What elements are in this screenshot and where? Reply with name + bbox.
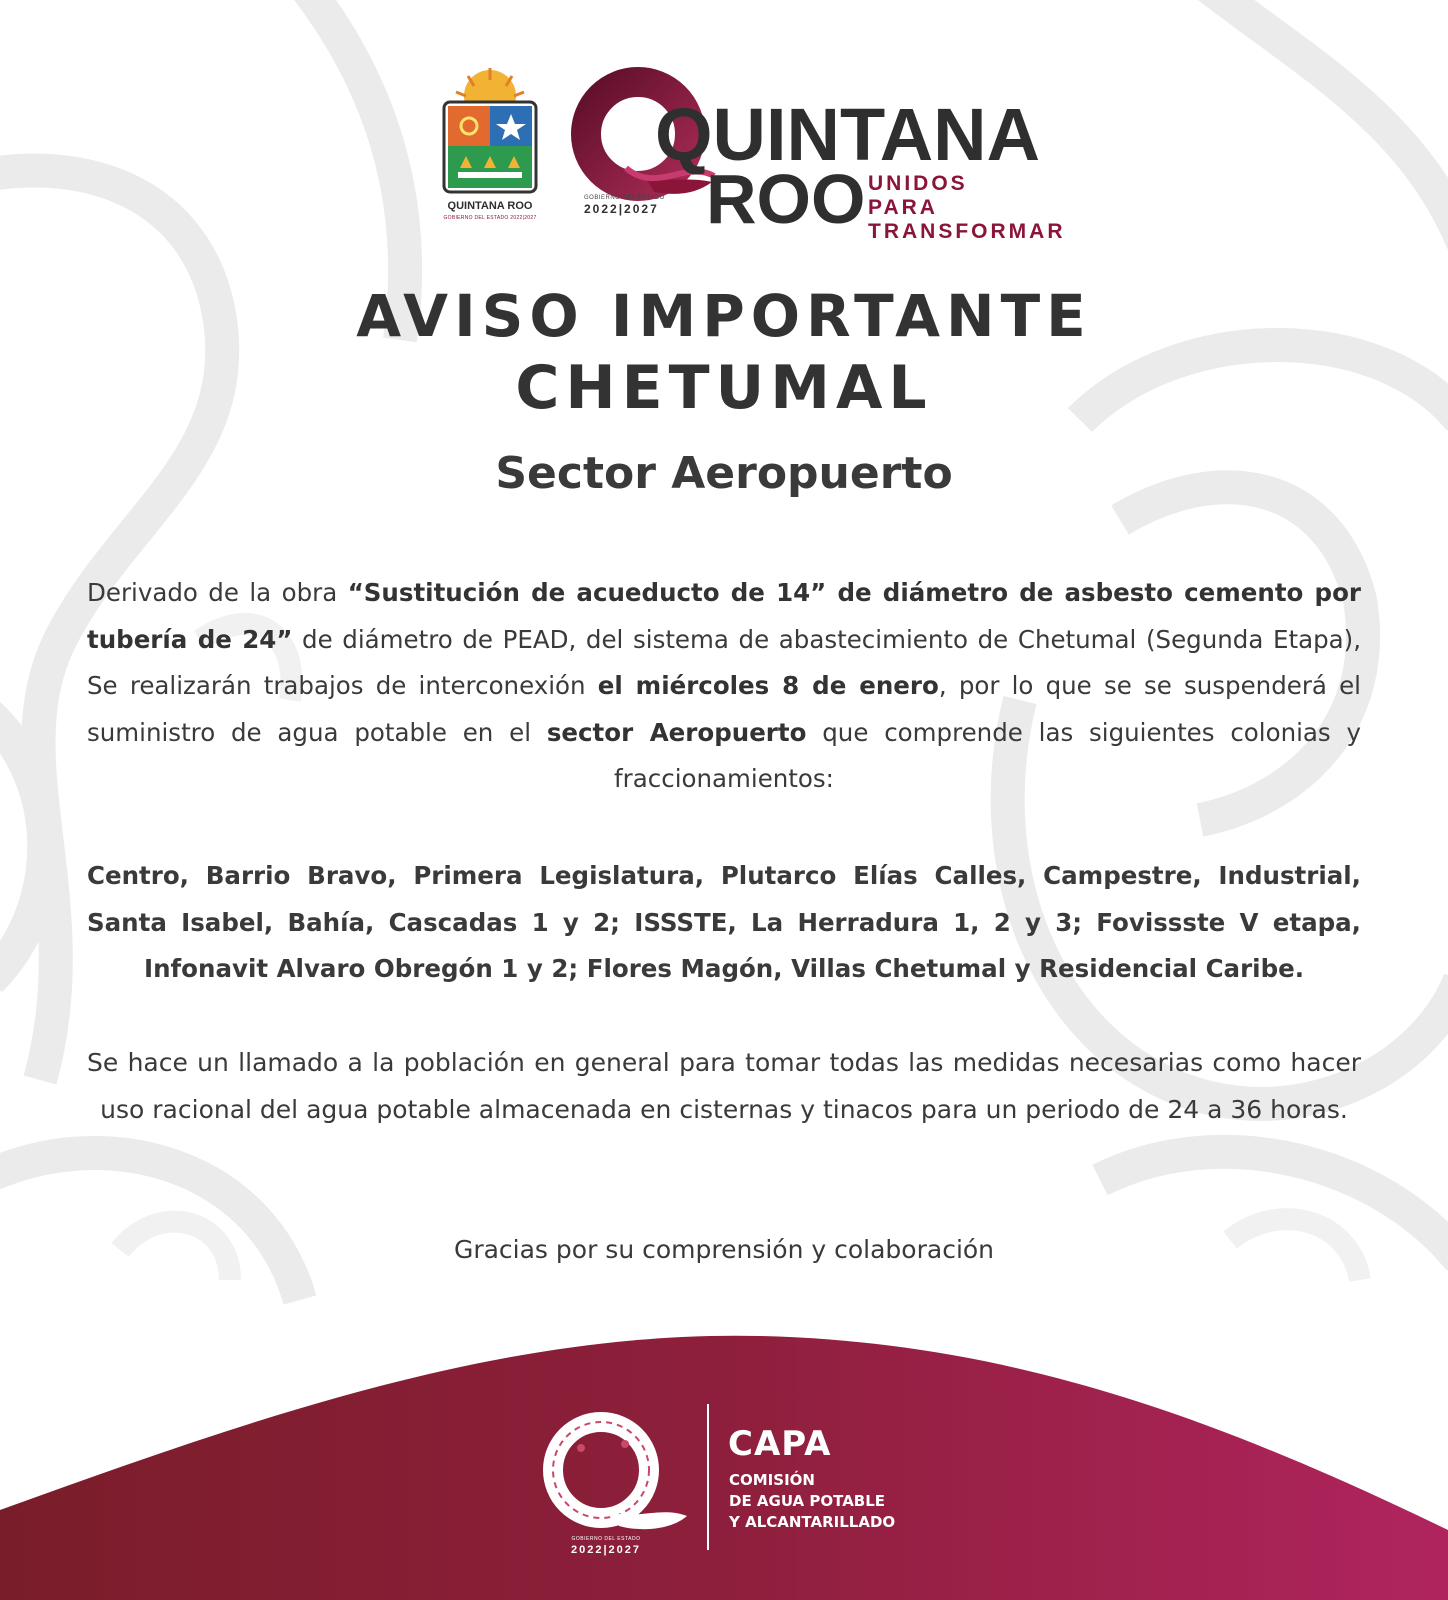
slogan-line-2: TRANSFORMAR bbox=[868, 220, 1066, 243]
intro-text-1: Derivado de la obra bbox=[87, 578, 348, 607]
capa-desc-line-2: DE AGUA POTABLE bbox=[729, 1492, 886, 1510]
intro-text-3: , por lo que se se suspenderá el suministro de agua potable en el bbox=[87, 671, 1361, 747]
footer-divider bbox=[707, 1404, 709, 1550]
notice-subtitle: Sector Aeropuerto bbox=[495, 448, 953, 499]
gracias-text: Gracias por su comprensión y colaboración bbox=[453, 1235, 995, 1264]
notice-title-line-2: CHETUMAL bbox=[515, 353, 933, 423]
footer-gov-label: GOBIERNO DEL ESTADO bbox=[571, 1536, 641, 1542]
footer-wave bbox=[0, 1300, 1448, 1600]
llamado-paragraph: Se hace un llamado a la población en general para tomar todas las medidas necesarias como hacer uso racional del agua potable almacenada en cisternas y tinacos para un periodo de 24 a 36 horas. bbox=[87, 1048, 1361, 1124]
notice-title-line-1: AVISO IMPORTANTE bbox=[356, 282, 1092, 350]
capa-name: CAPA bbox=[728, 1424, 832, 1464]
colonias-list: Centro, Barrio Bravo, Primera Legislatura, Plutarco Elías Calles, Campestre, Industrial, Santa Isabel, Bahía, Cascadas 1 y 2; ISSSTE, La Herradura 1, 2 y 3; Fovissste V etapa, Infonavit Alvaro Obregón 1 y 2; Flores Magón, Villas Chetumal y Residencial Caribe. bbox=[87, 861, 1361, 983]
footer-gov-years: 2022|2027 bbox=[570, 1544, 642, 1556]
intro-bold-date: el miércoles 8 de enero bbox=[597, 671, 939, 700]
capa-q-logo-icon bbox=[541, 1408, 689, 1538]
state-caption: QUINTANA ROO bbox=[447, 200, 533, 212]
brand-roo: ROO bbox=[706, 160, 866, 238]
state-subcaption: GOBIERNO DEL ESTADO 2022|2027 bbox=[443, 215, 537, 221]
intro-bold-sector: sector Aeropuerto bbox=[546, 717, 807, 747]
capa-desc-line-1: COMISIÓN bbox=[729, 1471, 815, 1489]
intro-bold-project: “Sustitución de acueducto de 14” de diámetro de asbesto cemento por tubería de 24” bbox=[87, 578, 1361, 654]
intro-text-2: de diámetro de PEAD, del sistema de abastecimiento de Chetumal (Segunda Etapa), Se realizarán trabajos de interconexión bbox=[87, 624, 1361, 700]
intro-paragraph bbox=[87, 570, 1361, 803]
slogan bbox=[868, 172, 1066, 244]
brand-quintana: QUINTANA bbox=[655, 93, 1041, 176]
header-gov-label: GOBIERNO DEL ESTADO bbox=[584, 195, 665, 201]
state-coat-of-arms-icon bbox=[438, 66, 542, 196]
slogan-line-1: UNIDOS PARA bbox=[868, 172, 968, 219]
header-gov-years: 2022|2027 bbox=[584, 202, 659, 216]
intro-text-4: que comprende las siguientes colonias y fraccionamientos: bbox=[614, 717, 1361, 793]
capa-description bbox=[729, 1470, 969, 1533]
header-logos bbox=[0, 60, 1448, 243]
capa-desc-line-3: Y ALCANTARILLADO bbox=[729, 1513, 896, 1531]
